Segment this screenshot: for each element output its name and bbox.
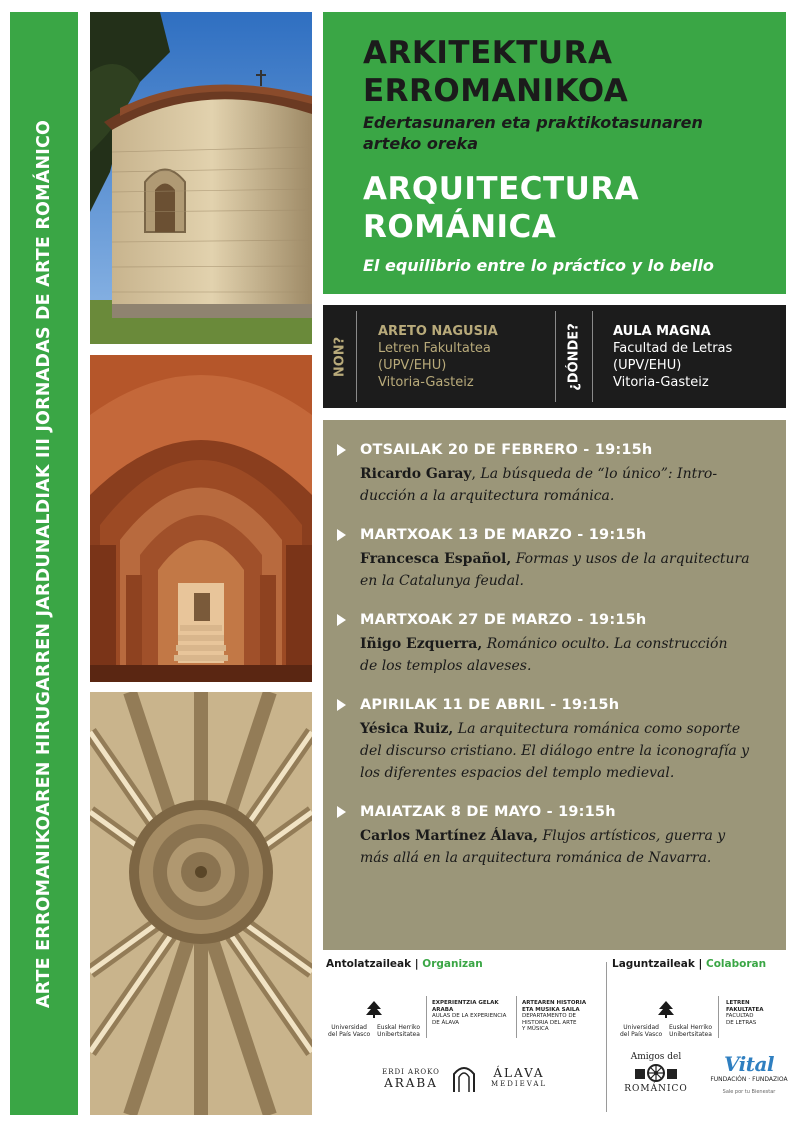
event-talk: más allá en la arquitectura románica de Navarra. (360, 850, 712, 866)
photo-ribbed-dome (90, 692, 312, 1115)
play-arrow-icon (337, 614, 346, 626)
event-talk: Románico oculto. La construcción (486, 636, 728, 652)
title-box (323, 12, 786, 294)
title-eu-line2: ERROMANIKOA (363, 73, 629, 109)
photo-vaulted-corridor (90, 355, 312, 682)
event-date: MAIATZAK 8 DE MAYO - 19:15h (360, 804, 616, 820)
event-speaker: Iñigo Ezquerra, (360, 636, 483, 652)
subtitle-es: El equilibrio entre lo práctico y lo bello (363, 256, 714, 275)
title-es-line2: ROMÁNICA (363, 209, 557, 245)
title-eu-line1: ARKITEKTURA (363, 35, 613, 71)
event-speaker: Francesca Español, (360, 551, 512, 567)
location-bar (323, 305, 786, 408)
side-strip (10, 12, 78, 1115)
event-date: APIRILAK 11 DE ABRIL - 19:15h (360, 697, 620, 713)
wheel-icon (631, 1063, 681, 1083)
subtitle-eu-line2: arteko oreka (363, 134, 478, 153)
event-talk: Formas y usos de la arquitectura (515, 551, 750, 567)
event-talk: ducción a la arquitectura románica. (360, 488, 615, 504)
department-logo: ARTEAREN HISTORIA ETA MUSIKA SAILA DEPARTAMENTO DE HISTORIA DEL ARTE Y MÚSICA (522, 1000, 587, 1032)
collaborators-heading: Laguntzaileak | Colaboran (612, 958, 767, 970)
divider (516, 996, 517, 1038)
event-speaker: Carlos Martínez Álava, (360, 828, 538, 844)
photo-romanesque-apse (90, 12, 312, 344)
upv-tree-icon (363, 1000, 385, 1018)
upv-tree-icon (655, 1000, 677, 1018)
program-box (323, 420, 786, 950)
location-eu: ARETO NAGUSIA Letren Fakultatea (UPV/EHU) Vitoria-Gasteiz (378, 324, 498, 390)
divider (718, 996, 719, 1038)
subtitle-eu-line1: Edertasunaren eta praktikotasunaren (363, 113, 703, 132)
play-arrow-icon (337, 699, 346, 711)
event-talk: los diferentes espacios del templo medieval. (360, 765, 675, 781)
event-item (337, 527, 768, 592)
side-strip-title: ARTE ERROMANIKOAREN HIRUGARREN JARDUNALDIAK III JORNADAS DE ARTE ROMÁNICO (34, 119, 54, 1008)
event-speaker: Yésica Ruiz, (360, 721, 454, 737)
where-tag-es: ¿DÓNDE? (566, 322, 582, 391)
event-talk: del discurso cristiano. El diálogo entre la iconografía y (360, 743, 750, 759)
where-tag-eu: NON? (332, 336, 348, 377)
letren-fakultatea-logo: LETREN FAKULTATEA FACULTAD DE LETRAS (726, 1000, 764, 1026)
location-es: AULA MAGNA Facultad de Letras (UPV/EHU) Vitoria-Gasteiz (613, 324, 733, 390)
event-talk: en la Catalunya feudal. (360, 573, 524, 589)
event-item (337, 804, 768, 869)
play-arrow-icon (337, 444, 346, 456)
event-talk: La búsqueda de “lo único”: Intro- (480, 466, 718, 482)
event-item: OTSAILAK 20 DE FEBRERO - 19:15h Ricardo Garay, La búsqueda de “lo único”: Intro- ducción a la arquitectura románica. (337, 442, 768, 507)
divider (426, 996, 427, 1038)
sponsors-divider (606, 962, 607, 1112)
divider (555, 311, 556, 402)
alava-medieval-logo: ÁLAVA MEDIEVAL (490, 1066, 548, 1088)
upv-ehu-logo: Universidad del País Vasco Euskal Herriko Unibertsitatea (620, 1000, 712, 1038)
divider (592, 311, 593, 402)
play-arrow-icon (337, 529, 346, 541)
event-talk: Flujos artísticos, guerra y (542, 828, 726, 844)
collaborators-section (612, 958, 790, 1116)
aulas-experiencia-logo: EXPERIENTZIA GELAK ARABA AULAS DE LA EXPERIENCIA DE ÁLAVA (432, 1000, 507, 1026)
erdi-aroko-araba-logo: ERDI AROKO ARABA (382, 1068, 440, 1090)
divider (356, 311, 357, 402)
event-talk: de los templos alaveses. (360, 658, 532, 674)
play-arrow-icon (337, 806, 346, 818)
event-date: MARTXOAK 13 DE MARZO - 19:15h (360, 527, 647, 543)
event-item (337, 697, 768, 784)
event-item (337, 612, 768, 677)
organizers-heading: Antolatzaileak | Organizan (326, 958, 483, 970)
amigos-romanico-logo: Amigos del ROMÁNICO (624, 1052, 688, 1094)
event-date: MARTXOAK 27 DE MARZO - 19:15h (360, 612, 647, 628)
arch-emblem-icon (451, 1062, 477, 1092)
title-es-line1: ARQUITECTURA (363, 171, 640, 207)
vital-fundazioa-logo: Vital FUNDACIÓN · FUNDAZIOA Sale por tu Bienestar (710, 1052, 788, 1095)
event-date: OTSAILAK 20 DE FEBRERO - 19:15h (360, 442, 653, 458)
event-speaker: Ricardo Garay (360, 466, 472, 482)
event-talk: La arquitectura románica como soporte (457, 721, 741, 737)
organizers-section (326, 958, 604, 1116)
upv-ehu-logo: Universidad del País Vasco Euskal Herriko Unibertsitatea (328, 1000, 420, 1038)
